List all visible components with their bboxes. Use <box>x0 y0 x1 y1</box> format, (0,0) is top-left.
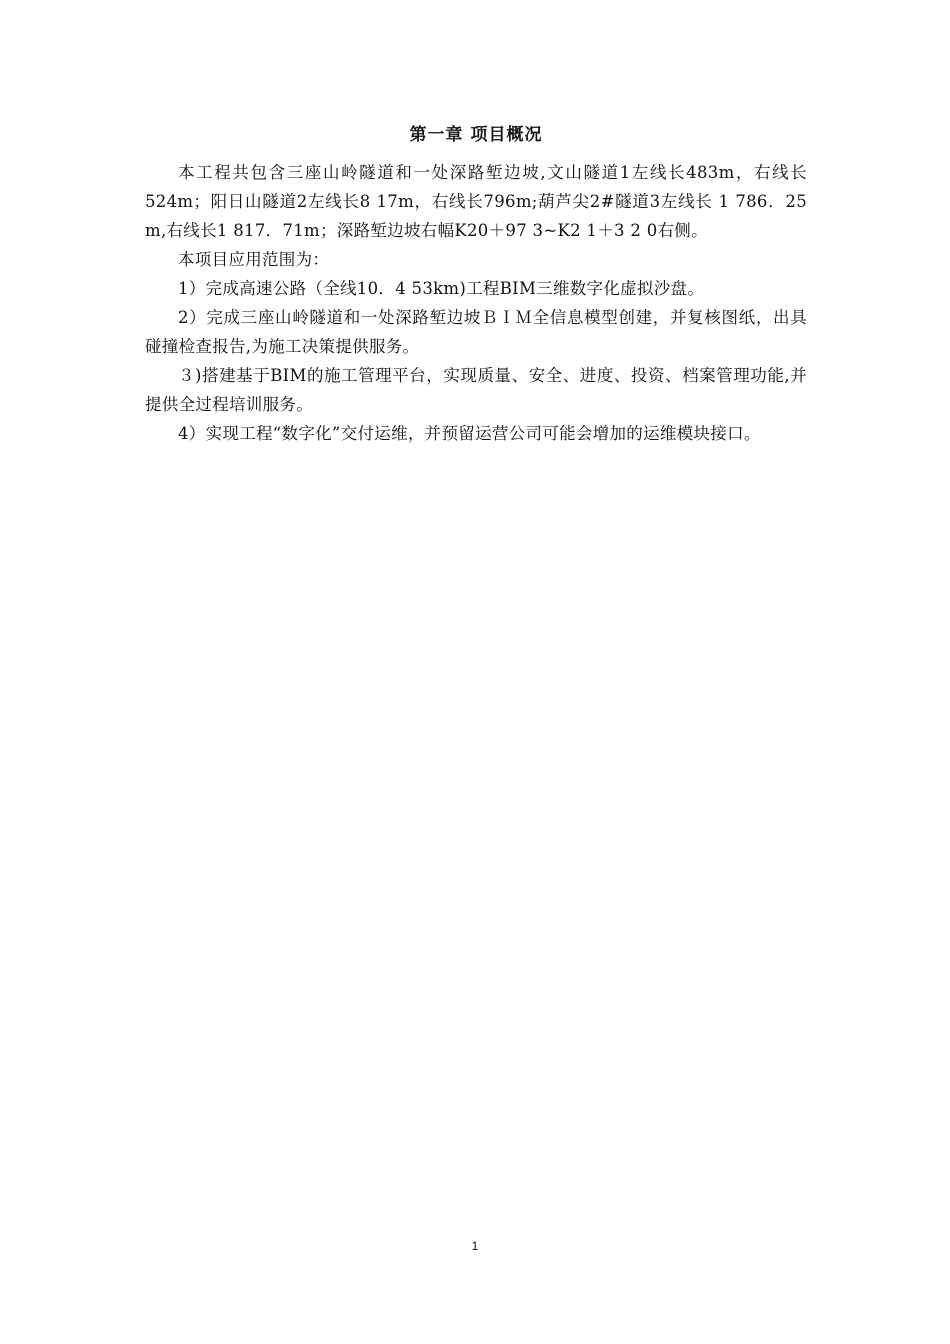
paragraph-scope-intro: 本项目应用范围为： <box>178 250 330 269</box>
paragraph-scope-item-2: 2）完成三座山岭隧道和一处深路堑边坡ＢＩＭ全信息模型创建，并复核图纸，出具碰撞检查报告,为施工决策提供服务。 <box>145 308 807 356</box>
paragraph-scope-item-3: ３)搭建基于BIM的施工管理平台，实现质量、安全、进度、投资、档案管理功能,并提供全过程培训服务。 <box>145 366 807 414</box>
chapter-title: 第一章 项目概况 <box>409 125 543 145</box>
page-content <box>145 122 807 448</box>
paragraph-scope-item-4: 4）实现工程“数字化”交付运维，并预留运营公司可能会增加的运维模块接口。 <box>178 424 761 443</box>
paragraph-project-overview: 本工程共包含三座山岭隧道和一处深路堑边坡,文山隧道1左线长483m，右线长524m；阳日山隧道2左线长8 17m，右线长796m;葫芦尖2#隧道3左线长 1 786．25 m,右线长1 817．71m；深路堑边坡右幅K20＋97 3~K2 1＋3 2 0右侧。 <box>145 163 807 240</box>
paragraph-scope-item-1: 1）完成高速公路（全线10．4 53km)工程BIM三维数字化虚拟沙盘。 <box>178 279 705 298</box>
page-number: 1 <box>471 1239 479 1253</box>
